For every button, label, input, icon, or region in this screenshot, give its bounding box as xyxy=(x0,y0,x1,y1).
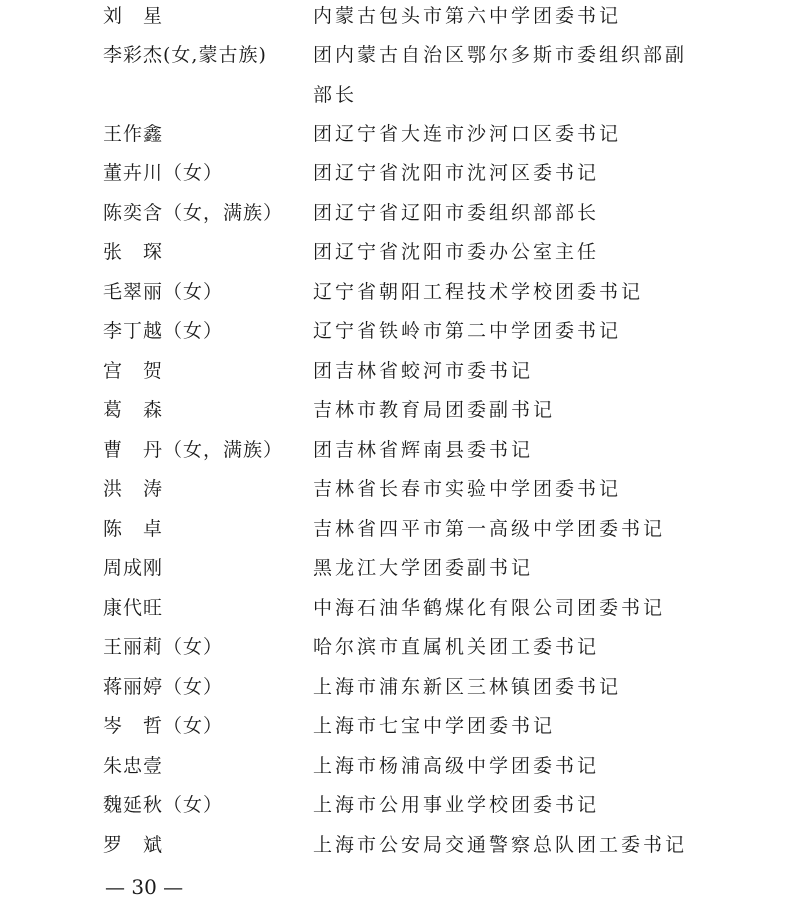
person-name: 蒋丽婷（女） xyxy=(103,676,224,698)
list-item xyxy=(0,710,793,742)
list-item xyxy=(0,236,793,268)
person-title: 团吉林省辉南县委书记 xyxy=(313,439,534,461)
person-title: 上海市七宝中学团委书记 xyxy=(313,715,556,737)
list-item xyxy=(0,552,793,584)
list-item xyxy=(0,671,793,703)
person-name: 宫 贺 xyxy=(103,360,164,382)
list-item xyxy=(0,276,793,308)
list-item xyxy=(0,39,793,111)
person-name: 陈 卓 xyxy=(103,518,164,540)
person-title: 吉林市教育局团委副书记 xyxy=(313,399,556,421)
list-item xyxy=(0,394,793,426)
person-title: 上海市浦东新区三林镇团委书记 xyxy=(313,676,622,698)
list-item xyxy=(0,473,793,505)
person-title-continued: 部长 xyxy=(313,84,358,106)
person-name: 岑 哲（女） xyxy=(103,715,224,737)
person-name: 刘 星 xyxy=(103,5,164,27)
person-title: 团辽宁省大连市沙河口区委书记 xyxy=(313,123,622,145)
person-name: 李丁越（女） xyxy=(103,320,224,342)
list-item xyxy=(0,592,793,624)
person-title: 辽宁省铁岭市第二中学团委书记 xyxy=(313,320,622,342)
list-item xyxy=(0,157,793,189)
person-name: 王作鑫 xyxy=(103,123,164,145)
person-title: 哈尔滨市直属机关团工委书记 xyxy=(313,636,600,658)
person-title: 团吉林省蛟河市委书记 xyxy=(313,360,534,382)
person-name: 康代旺 xyxy=(103,597,164,619)
list-item xyxy=(0,829,793,861)
person-name: 罗 斌 xyxy=(103,834,164,856)
person-name: 洪 涛 xyxy=(103,478,164,500)
person-title: 团辽宁省辽阳市委组织部部长 xyxy=(313,202,600,224)
person-title: 吉林省长春市实验中学团委书记 xyxy=(313,478,622,500)
person-name: 董卉川（女） xyxy=(103,162,224,184)
person-name: 王丽莉（女） xyxy=(103,636,224,658)
list-item xyxy=(0,513,793,545)
person-title: 上海市公用事业学校团委书记 xyxy=(313,794,600,816)
list-item xyxy=(0,631,793,663)
list-item xyxy=(0,750,793,782)
list-item xyxy=(0,789,793,821)
list-item xyxy=(0,118,793,150)
person-title: 团辽宁省沈阳市沈河区委书记 xyxy=(313,162,600,184)
person-name: 曹 丹（女，满族） xyxy=(103,439,284,461)
list-item xyxy=(0,315,793,347)
person-name: 毛翠丽（女） xyxy=(103,281,224,303)
person-name: 魏延秋（女） xyxy=(103,794,224,816)
person-title: 中海石油华鹤煤化有限公司团委书记 xyxy=(313,597,666,619)
list-item xyxy=(0,0,793,32)
person-name: 李彩杰(女,蒙古族) xyxy=(103,44,267,66)
list-item xyxy=(0,434,793,466)
person-title: 黑龙江大学团委副书记 xyxy=(313,557,534,579)
person-name: 朱忠壹 xyxy=(103,755,164,777)
page-number: — 30 — xyxy=(105,875,184,899)
person-title: 团内蒙古自治区鄂尔多斯市委组织部副 xyxy=(313,44,688,66)
list-item xyxy=(0,355,793,387)
list-item xyxy=(0,197,793,229)
person-title: 内蒙古包头市第六中学团委书记 xyxy=(313,5,622,27)
person-name: 葛 森 xyxy=(103,399,164,421)
person-name: 张 琛 xyxy=(103,241,164,263)
person-title: 辽宁省朝阳工程技术学校团委书记 xyxy=(313,281,644,303)
person-title: 上海市杨浦高级中学团委书记 xyxy=(313,755,600,777)
person-name: 陈奕含（女，满族） xyxy=(103,202,284,224)
person-name: 周成刚 xyxy=(103,557,164,579)
person-title: 团辽宁省沈阳市委办公室主任 xyxy=(313,241,600,263)
person-title: 吉林省四平市第一高级中学团委书记 xyxy=(313,518,666,540)
person-title: 上海市公安局交通警察总队团工委书记 xyxy=(313,834,688,856)
